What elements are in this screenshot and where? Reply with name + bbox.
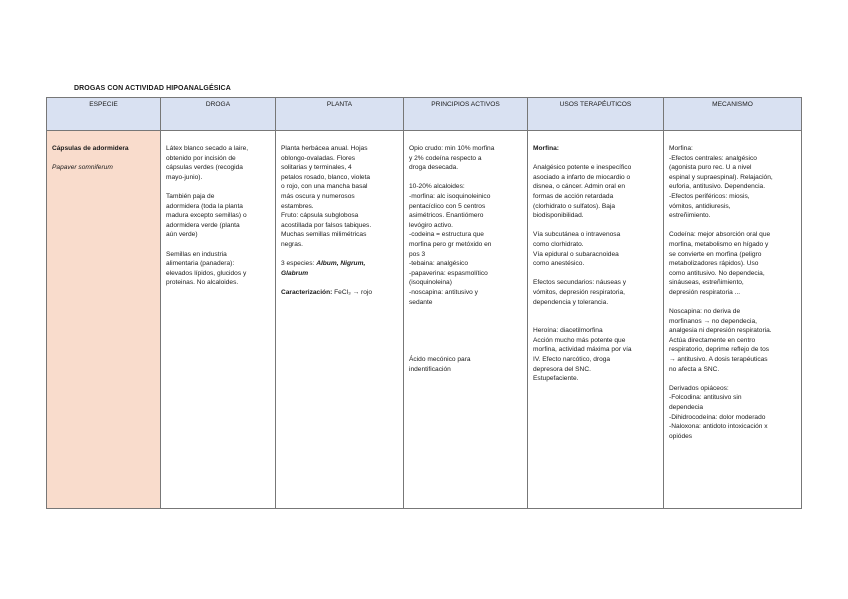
text-line: respiratorio, deprime reflejo de tos xyxy=(669,346,770,354)
text-line: o rojo, con una mancha basal xyxy=(281,183,368,191)
text-line: mayo-junio). xyxy=(166,173,203,181)
text-line: -tebaina: analgésico xyxy=(409,260,469,268)
text-line: opiódes xyxy=(669,432,693,440)
text-line: También paja de xyxy=(166,192,215,200)
text-line: asimétricos. Enantiómero xyxy=(409,212,484,220)
droga-paragraph xyxy=(166,250,270,288)
usos-paragraph xyxy=(533,230,658,268)
text-line: → antitusivo. A dosis terapéuticas xyxy=(669,356,768,364)
text-line: más oscura y numerosos xyxy=(281,192,355,200)
text-line: depresora del SNC. xyxy=(533,365,591,373)
cell-principios-activos xyxy=(404,131,528,509)
text-line: morfina, actividad máxima por vía xyxy=(533,346,632,354)
text-line: adormidera (toda la planta xyxy=(166,202,243,210)
text-line: Heroína: diacetilmorfina xyxy=(533,327,603,335)
text-line: indentificación xyxy=(409,365,451,373)
text-line: Semillas en industria xyxy=(166,250,227,258)
text-line: pos 3 xyxy=(409,250,426,258)
usos-morfina-label: Morfina: xyxy=(533,145,560,152)
header-planta: PLANTA xyxy=(276,98,404,131)
header-mecanismo: MECANISMO xyxy=(664,98,802,131)
drug-table xyxy=(46,97,802,509)
mecanismo-paragraph xyxy=(669,307,796,374)
text-line: Codeína: mejor absorción oral que xyxy=(669,231,771,239)
text-line: -noscapina: antitusivo y xyxy=(409,288,478,296)
cell-planta xyxy=(276,131,404,509)
text-line: dependecia xyxy=(669,404,704,412)
text-line: espinal y supraespinal). Relajación, xyxy=(669,173,773,181)
text-line: Efectos secundarios: náuseas y xyxy=(533,279,627,287)
mecanismo-paragraph xyxy=(669,384,796,442)
text-line: -papaverina: espasmolítico xyxy=(409,269,488,277)
text-line: Vía subcutánea o intravenosa xyxy=(533,231,621,239)
text-line: -Efectos centrales: analgésico xyxy=(669,154,757,162)
text-line: -Folcodina: antitusivo sin xyxy=(669,394,742,402)
text-line: como clorhidrato. xyxy=(533,240,584,248)
header-especie: ESPECIE xyxy=(47,98,161,131)
planta-species-cont: Glabrum xyxy=(281,269,309,277)
text-line: dependencia y tolerancia. xyxy=(533,298,609,306)
text-line: no afecta a SNC. xyxy=(669,365,720,373)
text-line: Morfina: xyxy=(669,145,693,152)
text-line: Noscapina: no deriva de xyxy=(669,308,741,316)
text-line: oblongo-ovaladas. Flores xyxy=(281,154,356,162)
text-line: sedante xyxy=(409,298,433,306)
principios-paragraph xyxy=(409,144,522,173)
text-line: alimentaria (panadera): xyxy=(166,260,235,268)
cell-droga xyxy=(161,131,276,509)
text-line: -Dihidrocodeína: dolor moderado xyxy=(669,413,766,421)
text-line: cápsulas verdes (recogida xyxy=(166,164,243,172)
principios-paragraph xyxy=(409,182,522,307)
droga-paragraph xyxy=(166,144,270,182)
text-line: 10-20% alcaloides: xyxy=(409,183,465,191)
text-line: -codeina = estructura que xyxy=(409,231,484,239)
text-line: Opio crudo: min 10% morfina xyxy=(409,145,495,152)
principios-paragraph xyxy=(409,355,522,374)
text-line: obtenido por incisión de xyxy=(166,154,236,162)
text-line: (agonista puro rec. U a nivel xyxy=(669,164,752,172)
text-line: morfina, metabolismo en hígado y xyxy=(669,240,769,248)
usos-paragraph xyxy=(533,326,658,384)
text-line: vómitos, depresión respiratoria, xyxy=(533,288,625,296)
text-line: -Efectos periféricos: miosis, xyxy=(669,192,750,200)
text-line: pentacíclico con 5 centros xyxy=(409,202,486,210)
planta-caracterizacion: Caracterización: FeCl₃ → rojo xyxy=(281,288,373,296)
text-line: asociado a infarto de miocardio o xyxy=(533,173,631,181)
text-line: negras. xyxy=(281,240,303,248)
text-line: (clorhidrato o sulfatos). Baja xyxy=(533,202,616,210)
text-line: Acción mucho más potente que xyxy=(533,336,626,344)
text-line: proteinas. No alcaloides. xyxy=(166,279,239,287)
text-line: madura excepto semillas) o xyxy=(166,212,247,220)
text-line: aún verde) xyxy=(166,231,198,239)
text-line: -Naloxona: antidoto intoxicación x xyxy=(669,423,768,431)
usos-paragraph xyxy=(533,278,658,307)
table-row xyxy=(47,131,802,509)
mecanismo-paragraph xyxy=(669,144,796,221)
document-title: DROGAS CON ACTIVIDAD HIPOANALGÉSICA xyxy=(74,85,231,92)
text-line: estreñimiento. xyxy=(669,212,711,220)
text-line: Muchas semillas milimétricas xyxy=(281,231,367,239)
mecanismo-paragraph xyxy=(669,230,796,297)
text-line: se convierte en morfina (peligro xyxy=(669,250,762,258)
text-line: Actúa directamente en centro xyxy=(669,336,756,344)
cell-mecanismo xyxy=(664,131,802,509)
text-line: Derivados opiáceos: xyxy=(669,384,729,392)
text-line: adormidera verde (planta xyxy=(166,221,240,229)
text-line: formas de acción retardada xyxy=(533,192,614,200)
text-line: Vía epidural o subaracnoidea xyxy=(533,250,619,258)
text-line: (isoquinoleina) xyxy=(409,279,452,287)
text-line: Ácido mecónico para xyxy=(409,356,471,364)
text-line: elevados lípidos, glucidos y xyxy=(166,269,247,277)
header-droga: DROGA xyxy=(161,98,276,131)
text-line: levógiro activo. xyxy=(409,221,453,229)
text-line: biodisponibilidad. xyxy=(533,212,584,220)
text-line: metabolizadores rápidos). Uso xyxy=(669,260,759,268)
text-line: sináuseas, estreñimiento, xyxy=(669,279,744,287)
text-line: estambres. xyxy=(281,202,314,210)
text-line: Planta herbácea anual. Hojas xyxy=(281,145,368,152)
text-line: Látex blanco secado a laire, xyxy=(166,145,249,152)
especie-latin-name: Papaver somniferum xyxy=(52,164,113,172)
text-line: solitarias y terminales, 4 xyxy=(281,164,352,172)
planta-description xyxy=(281,144,398,250)
text-line: y 2% codeína respecto a xyxy=(409,154,482,162)
header-principios-activos: PRINCIPIOS ACTIVOS xyxy=(404,98,528,131)
text-line: morfina pero gr metóxido en xyxy=(409,240,492,248)
text-line: disnea, o cáncer. Admin oral en xyxy=(533,183,626,191)
table-header-row xyxy=(47,98,802,131)
text-line: morfinanos → no dependecia, xyxy=(669,317,757,325)
header-usos-terapeuticos: USOS TERAPÉUTICOS xyxy=(528,98,664,131)
planta-species: 3 especies: Album, Nigrum, xyxy=(281,260,366,268)
text-line: -morfina: alc isoquinoleinico xyxy=(409,192,491,200)
text-line: euforia, antitusivo. Dependencia. xyxy=(669,183,766,191)
usos-paragraph xyxy=(533,163,658,221)
text-line: acostillada por falsos tabiques. xyxy=(281,221,372,229)
text-line: depresión respiratoria ... xyxy=(669,288,741,296)
text-line: IV. Efecto narcótico, droga xyxy=(533,356,611,364)
especie-name: Cápsulas de adormidera xyxy=(52,145,129,152)
text-line: Analgésico potente e inespecífico xyxy=(533,164,632,172)
text-line: vómitos, antidiuresis, xyxy=(669,202,731,210)
text-line: droga desecada. xyxy=(409,164,459,172)
text-line: analgesia ni depresión respiratoria. xyxy=(669,327,772,335)
text-line: como anestésico. xyxy=(533,260,585,268)
cell-especie xyxy=(47,131,161,509)
text-line: Estupefaciente. xyxy=(533,375,579,383)
cell-usos-terapeuticos xyxy=(528,131,664,509)
text-line: petalos rosado, blanco, violeta xyxy=(281,173,371,181)
text-line: como antitusivo. No dependecia, xyxy=(669,269,765,277)
droga-paragraph xyxy=(166,192,270,240)
text-line: Fruto: cápsula subglobosa xyxy=(281,212,359,220)
